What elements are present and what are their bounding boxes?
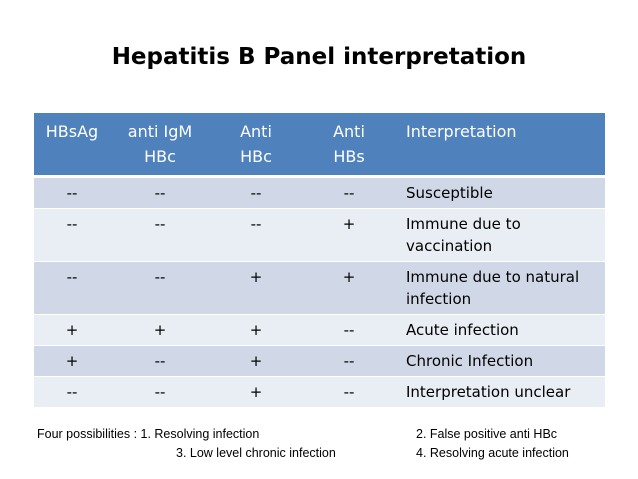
header-anti-igm-hbc: anti IgM HBc	[110, 113, 210, 177]
cell-hbc: +	[210, 262, 302, 315]
cell-interpretation: Interpretation unclear	[396, 377, 605, 408]
cell-hbc: +	[210, 377, 302, 408]
footnote-item-4: 4. Resolving acute infection	[416, 446, 569, 460]
cell-igm: --	[110, 262, 210, 315]
header-anti-hbs: Anti HBs	[302, 113, 396, 177]
cell-hbsag: +	[34, 315, 110, 346]
cell-interpretation: Susceptible	[396, 177, 605, 209]
cell-hbsag: --	[34, 377, 110, 408]
table-row	[34, 177, 605, 209]
footnote-item-2: 2. False positive anti HBc	[416, 427, 558, 441]
cell-hbsag: --	[34, 177, 110, 209]
cell-hbs: +	[302, 209, 396, 262]
cell-hbsag: --	[34, 262, 110, 315]
table-row	[34, 209, 605, 262]
cell-hbs: --	[302, 177, 396, 209]
header-anti-hbc: Anti HBc	[210, 113, 302, 177]
cell-interpretation: Immune due to vaccination	[396, 209, 605, 262]
cell-hbc: +	[210, 346, 302, 377]
cell-hbsag: --	[34, 209, 110, 262]
cell-igm: --	[110, 177, 210, 209]
cell-interpretation: Acute infection	[396, 315, 605, 346]
cell-igm: --	[110, 209, 210, 262]
cell-hbs: --	[302, 377, 396, 408]
cell-interpretation: Immune due to natural infection	[396, 262, 605, 315]
cell-hbs: --	[302, 315, 396, 346]
cell-hbsag: +	[34, 346, 110, 377]
footnotes	[0, 427, 638, 467]
header-hbsag: HBsAg	[34, 113, 110, 177]
footnote-item-3: 3. Low level chronic infection	[176, 446, 336, 460]
table-row	[34, 315, 605, 346]
cell-hbc: --	[210, 209, 302, 262]
cell-hbs: +	[302, 262, 396, 315]
cell-interpretation: Chronic Infection	[396, 346, 605, 377]
hepatitis-b-panel-table	[34, 113, 605, 407]
table-row	[34, 377, 605, 408]
table-row	[34, 346, 605, 377]
cell-hbc: +	[210, 315, 302, 346]
cell-hbs: --	[302, 346, 396, 377]
cell-igm: --	[110, 377, 210, 408]
table-header-row	[34, 113, 605, 177]
page-title: Hepatitis B Panel interpretation	[111, 44, 527, 70]
cell-hbc: --	[210, 177, 302, 209]
table-row	[34, 262, 605, 315]
cell-igm: +	[110, 315, 210, 346]
footnote-intro: Four possibilities : 1. Resolving infection	[37, 427, 260, 441]
cell-igm: --	[110, 346, 210, 377]
header-interpretation: Interpretation	[396, 113, 605, 177]
